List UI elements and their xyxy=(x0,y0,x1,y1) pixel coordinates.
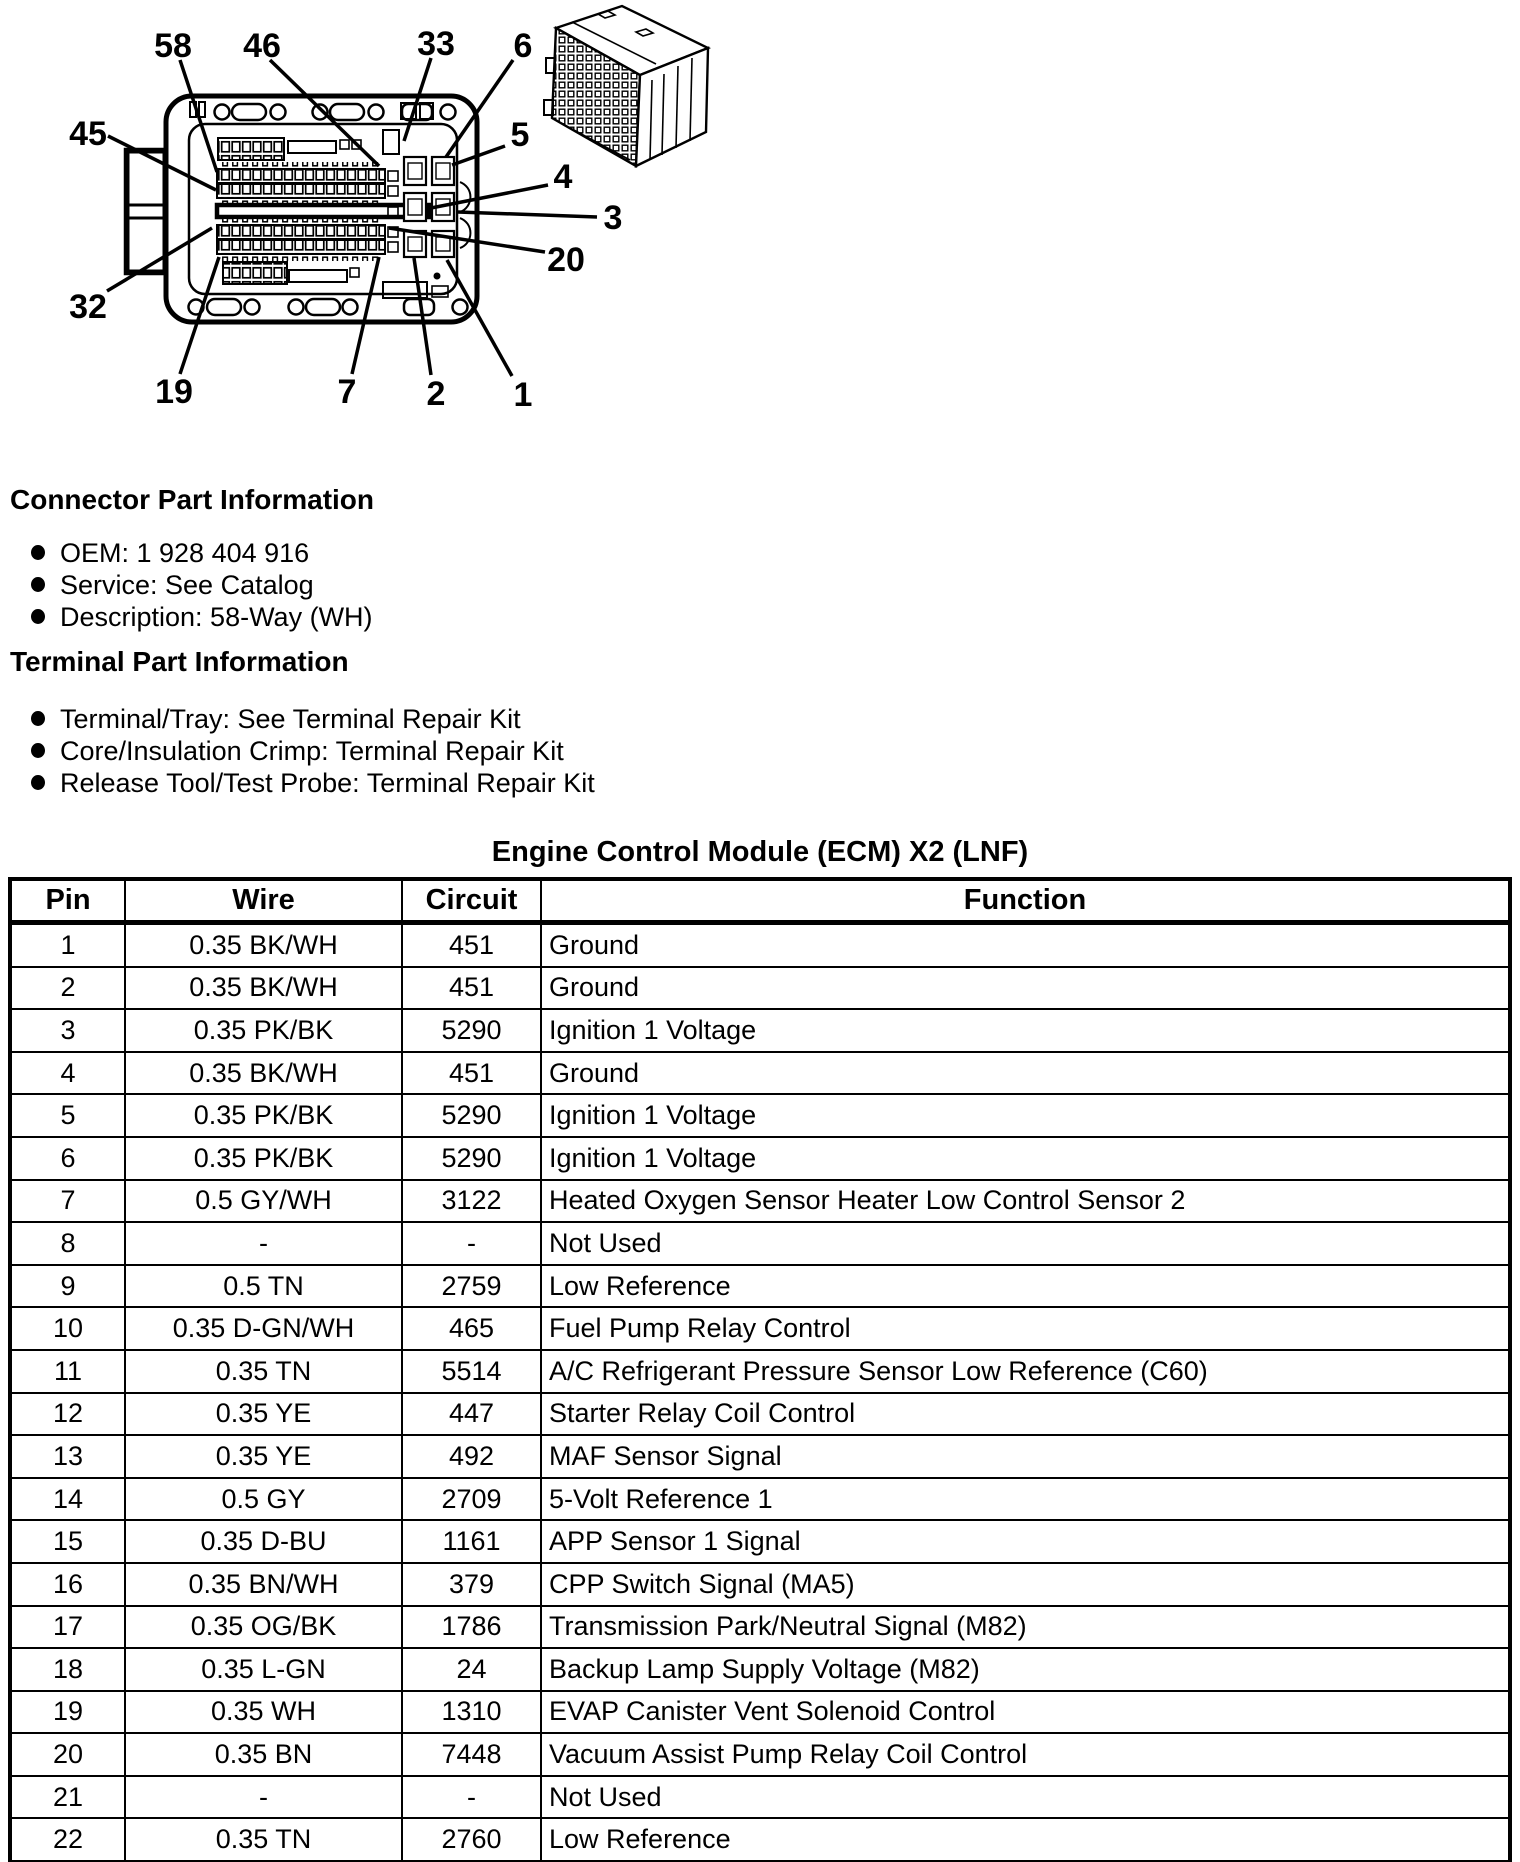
bullet-icon xyxy=(31,775,45,790)
table-row xyxy=(12,1477,1508,1520)
pin-cell: 11 xyxy=(53,1355,83,1386)
table-row xyxy=(12,1051,1508,1094)
table-row xyxy=(12,1093,1508,1136)
wire-cell: 0.35 L-GN xyxy=(124,1649,401,1690)
table-row xyxy=(12,1306,1508,1349)
connector-3d-view xyxy=(544,6,708,166)
crimp-info: Core/Insulation Crimp: Terminal Repair Kit xyxy=(60,736,564,766)
function-cell: Ground xyxy=(540,1053,1508,1094)
circuit-cell: 5514 xyxy=(401,1351,540,1392)
function-cell: Ignition 1 Voltage xyxy=(540,1138,1508,1179)
table-row xyxy=(12,1392,1508,1435)
callout-pin-4: 4 xyxy=(553,158,573,196)
terminal-tray-info: Terminal/Tray: See Terminal Repair Kit xyxy=(60,704,521,734)
pin-cell: 8 xyxy=(60,1227,76,1258)
pin-cell: 14 xyxy=(52,1483,84,1514)
table-row xyxy=(12,1775,1508,1818)
wire-cell: 0.35 TN xyxy=(124,1351,401,1392)
table-row xyxy=(12,1690,1508,1733)
table-header-row xyxy=(12,881,1508,923)
circuit-cell: 451 xyxy=(401,968,540,1009)
pin-cell: 1 xyxy=(60,929,76,960)
wire-cell: 0.35 D-GN/WH xyxy=(124,1308,401,1349)
circuit-cell: 492 xyxy=(401,1436,540,1477)
pin-cell: 6 xyxy=(60,1142,76,1173)
wire-cell: 0.35 PK/BK xyxy=(124,1010,401,1051)
circuit-cell: 5290 xyxy=(401,1010,540,1051)
function-cell: Ground xyxy=(540,925,1508,966)
callout-pin-33: 33 xyxy=(417,25,455,63)
function-cell: Transmission Park/Neutral Signal (M82) xyxy=(540,1607,1508,1648)
function-cell: Backup Lamp Supply Voltage (M82) xyxy=(540,1649,1508,1690)
wire-cell: 0.35 BK/WH xyxy=(124,968,401,1009)
table-row xyxy=(12,1732,1508,1775)
pin-cell: 5 xyxy=(60,1100,76,1131)
wire-cell: 0.35 BK/WH xyxy=(124,925,401,966)
pinout-table xyxy=(8,877,1512,1862)
circuit-cell: 3122 xyxy=(401,1181,540,1222)
wire-cell: 0.35 BN xyxy=(124,1734,401,1775)
callout-pin-2: 2 xyxy=(426,375,446,413)
table-row xyxy=(12,1434,1508,1477)
function-cell: Low Reference xyxy=(540,1819,1508,1860)
connector-front-view xyxy=(126,96,477,322)
list-item xyxy=(31,768,595,798)
circuit-cell: - xyxy=(401,1223,540,1264)
table-title: Engine Control Module (ECM) X2 (LNF) xyxy=(491,836,1029,868)
pin-cell: 19 xyxy=(52,1696,84,1727)
connector-description: Description: 58-Way (WH) xyxy=(60,602,373,632)
wire-header: Wire xyxy=(124,881,401,920)
callout-pin-7: 7 xyxy=(337,373,357,411)
circuit-cell: 379 xyxy=(401,1564,540,1605)
table-row xyxy=(12,1605,1508,1648)
function-cell: EVAP Canister Vent Solenoid Control xyxy=(540,1692,1508,1733)
wire-cell: 0.35 OG/BK xyxy=(124,1607,401,1648)
circuit-cell: 1310 xyxy=(401,1692,540,1733)
table-row xyxy=(12,923,1508,966)
service-info: Service: See Catalog xyxy=(60,570,314,600)
table-row xyxy=(12,1349,1508,1392)
circuit-cell: 447 xyxy=(401,1394,540,1435)
callout-pin-32: 32 xyxy=(69,288,107,326)
circuit-cell: 2759 xyxy=(401,1266,540,1307)
callout-pin-5: 5 xyxy=(510,116,530,154)
wire-cell: 0.35 WH xyxy=(124,1692,401,1733)
list-item xyxy=(31,538,309,568)
circuit-cell: 1161 xyxy=(401,1521,540,1562)
circuit-cell: 7448 xyxy=(401,1734,540,1775)
connector-part-info-heading: Connector Part Information xyxy=(10,484,375,515)
function-cell: Ignition 1 Voltage xyxy=(540,1010,1508,1051)
table-row xyxy=(12,1817,1508,1860)
callout-pin-20: 20 xyxy=(547,241,585,279)
callout-pin-45: 45 xyxy=(69,115,107,153)
function-cell: A/C Refrigerant Pressure Sensor Low Reference (C60) xyxy=(540,1351,1508,1392)
pin-cell: 16 xyxy=(52,1568,84,1599)
wire-cell: 0.5 TN xyxy=(124,1266,401,1307)
function-cell: Ground xyxy=(540,968,1508,1009)
pin-cell: 18 xyxy=(52,1653,84,1684)
table-row xyxy=(12,1136,1508,1179)
wire-cell: 0.35 BK/WH xyxy=(124,1053,401,1094)
callout-pin-6: 6 xyxy=(513,27,533,65)
pin-cell: 4 xyxy=(60,1057,76,1088)
function-cell: Heated Oxygen Sensor Heater Low Control Sensor 2 xyxy=(540,1181,1508,1222)
oem-number: OEM: 1 928 404 916 xyxy=(60,538,310,568)
wire-cell: 0.35 YE xyxy=(124,1394,401,1435)
pin-cell: 3 xyxy=(60,1014,76,1045)
pin-cell: 2 xyxy=(60,972,76,1003)
function-cell: Fuel Pump Relay Control xyxy=(540,1308,1508,1349)
table-row xyxy=(12,1008,1508,1051)
function-cell: Vacuum Assist Pump Relay Coil Control xyxy=(540,1734,1508,1775)
pin-cell: 22 xyxy=(52,1824,84,1855)
function-cell: Ignition 1 Voltage xyxy=(540,1095,1508,1136)
wire-cell: 0.35 PK/BK xyxy=(124,1095,401,1136)
circuit-cell: 2709 xyxy=(401,1479,540,1520)
bullet-icon xyxy=(31,743,45,758)
list-item xyxy=(31,602,373,632)
circuit-cell: 2760 xyxy=(401,1819,540,1860)
table-row xyxy=(12,1179,1508,1222)
wire-cell: - xyxy=(124,1223,401,1264)
pin-cell: 10 xyxy=(52,1313,84,1344)
function-cell: CPP Switch Signal (MA5) xyxy=(540,1564,1508,1605)
pin-cell: 17 xyxy=(52,1611,84,1642)
list-item xyxy=(31,736,564,766)
circuit-cell: 5290 xyxy=(401,1138,540,1179)
callout-pin-1: 1 xyxy=(513,376,533,414)
bullet-icon xyxy=(31,711,45,726)
bullet-icon xyxy=(31,545,45,560)
connector-pinout-diagram xyxy=(0,0,780,425)
wire-cell: 0.5 GY/WH xyxy=(124,1181,401,1222)
circuit-cell: - xyxy=(401,1777,540,1818)
function-cell: Not Used xyxy=(540,1223,1508,1264)
bullet-icon xyxy=(31,577,45,592)
pin-cell: 21 xyxy=(52,1781,84,1812)
circuit-cell: 1786 xyxy=(401,1607,540,1648)
function-cell: Starter Relay Coil Control xyxy=(540,1394,1508,1435)
function-cell: Not Used xyxy=(540,1777,1508,1818)
table-row xyxy=(12,1647,1508,1690)
wire-cell: 0.35 D-BU xyxy=(124,1521,401,1562)
table-row xyxy=(12,1562,1508,1605)
wire-cell: 0.35 TN xyxy=(124,1819,401,1860)
terminal-part-info-heading: Terminal Part Information xyxy=(10,646,349,677)
table-row xyxy=(12,1519,1508,1562)
wire-cell: - xyxy=(124,1777,401,1818)
pin-cell: 7 xyxy=(60,1185,76,1216)
function-cell: 5-Volt Reference 1 xyxy=(540,1479,1508,1520)
pin-cell: 12 xyxy=(52,1398,84,1429)
function-cell: Low Reference xyxy=(540,1266,1508,1307)
function-cell: APP Sensor 1 Signal xyxy=(540,1521,1508,1562)
callout-pin-19: 19 xyxy=(155,373,193,411)
wire-cell: 0.35 YE xyxy=(124,1436,401,1477)
wire-cell: 0.35 PK/BK xyxy=(124,1138,401,1179)
circuit-cell: 451 xyxy=(401,925,540,966)
callout-pin-46: 46 xyxy=(243,27,281,65)
circuit-header: Circuit xyxy=(401,881,540,920)
circuit-cell: 451 xyxy=(401,1053,540,1094)
pin-cell: 9 xyxy=(60,1270,76,1301)
circuit-cell: 24 xyxy=(401,1649,540,1690)
circuit-cell: 465 xyxy=(401,1308,540,1349)
pin-header: Pin xyxy=(45,884,91,916)
wire-cell: 0.5 GY xyxy=(124,1479,401,1520)
wire-cell: 0.35 BN/WH xyxy=(124,1564,401,1605)
bullet-icon xyxy=(31,609,45,624)
pin-cell: 15 xyxy=(52,1526,84,1557)
list-item xyxy=(31,570,314,600)
pin-cell: 20 xyxy=(52,1739,84,1770)
table-row xyxy=(12,966,1508,1009)
function-cell: MAF Sensor Signal xyxy=(540,1436,1508,1477)
release-tool-info: Release Tool/Test Probe: Terminal Repair Kit xyxy=(60,768,595,798)
callout-pin-3: 3 xyxy=(603,199,623,237)
pin-cell: 13 xyxy=(52,1440,84,1471)
circuit-cell: 5290 xyxy=(401,1095,540,1136)
callout-pin-58: 58 xyxy=(154,27,192,65)
table-row xyxy=(12,1221,1508,1264)
list-item xyxy=(31,704,521,734)
table-row xyxy=(12,1264,1508,1307)
function-header: Function xyxy=(540,881,1508,920)
